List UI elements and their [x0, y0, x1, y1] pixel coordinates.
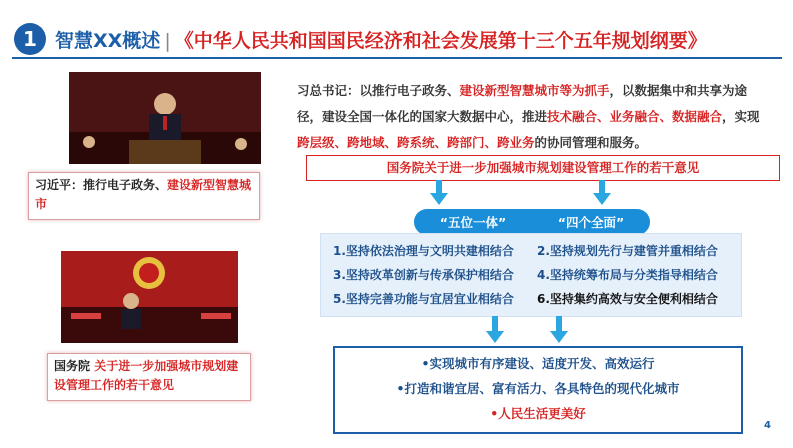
quote-part-4: 的协同管理和服务。 [534, 135, 648, 150]
arrow-down-icon [486, 331, 504, 343]
portrait-illustration [69, 72, 261, 164]
arrow-stem-left-top [436, 180, 442, 194]
outcome-item: •打造和谐宜居、富有活力、各具特色的现代化城市 [396, 381, 680, 396]
principle-item: 4.坚持统筹布局与分类指导相结合 [537, 268, 718, 282]
principles-pill [414, 209, 650, 235]
state-council-caption-box [47, 353, 251, 401]
outcome-item: •实现城市有序建设、适度开发、高效运行 [421, 356, 655, 371]
outcome-item-highlight: •人民生活更美好 [490, 406, 586, 421]
xi-jinping-photo [69, 72, 261, 164]
title-sub: 《中华人民共和国国民经济和社会发展第十三个五年规划纲要》 [174, 30, 707, 52]
arrow-stem-left-bottom [492, 316, 498, 332]
header-divider [12, 57, 782, 59]
arrow-down-icon [430, 193, 448, 205]
slide-header [0, 0, 793, 64]
principles-grid [320, 233, 742, 317]
congress-illustration [61, 251, 238, 343]
pill-right-label: “四个全面” [557, 215, 625, 230]
principle-item: 3.坚持改革创新与传承保护相结合 [333, 268, 514, 282]
principle-item: 6.坚持集约高效与安全便利相结合 [537, 292, 718, 306]
slide-title [55, 26, 707, 53]
outcomes-box [333, 346, 743, 434]
state-council-caption-highlight: 关于进一步加强城市规划建设管理工作的若干意见 [54, 359, 239, 392]
quote-part-3: ，实现 [722, 109, 760, 124]
arrow-down-icon [550, 331, 568, 343]
quote-highlight-3: 跨层级、跨地域、跨系统、跨部门、跨业务 [297, 135, 535, 150]
principle-item: 2.坚持规划先行与建管并重相结合 [537, 244, 718, 258]
quote-highlight-2: 技术融合、业务融合、数据融合 [547, 109, 723, 124]
policy-title-box: 国务院关于进一步加强城市规划建设管理工作的若干意见 [306, 155, 780, 181]
title-separator: | [164, 30, 171, 52]
quote-part-1: 习总书记：以推行电子政务、 [297, 83, 460, 98]
xi-caption-box [28, 172, 260, 220]
quote-highlight-1: 建设新型智慧城市等为抓手 [459, 83, 610, 98]
xi-quote-paragraph [297, 78, 767, 156]
section-number-badge: 1 [14, 23, 46, 55]
page-number: 4 [764, 420, 771, 431]
pill-left-label: “五位一体” [439, 215, 507, 230]
state-council-caption-prefix: 国务院 [54, 359, 95, 373]
arrow-down-icon [593, 193, 611, 205]
quote-part-2: ，以数据集中和共享为途径，建设全国一体化的国家大数据中心，推进 [297, 83, 748, 124]
xi-caption-highlight: 建设新型智慧城市 [35, 178, 252, 211]
state-council-photo [61, 251, 238, 343]
xi-caption-prefix: 习近平：推行电子政务、 [35, 178, 168, 192]
arrow-stem-right-top [599, 180, 605, 194]
arrow-stem-right-bottom [556, 316, 562, 332]
principle-item: 5.坚持完善功能与宜居宜业相结合 [333, 292, 514, 306]
principle-item: 1.坚持依法治理与文明共建相结合 [333, 244, 514, 258]
title-main: 智慧XX概述 [55, 30, 161, 52]
